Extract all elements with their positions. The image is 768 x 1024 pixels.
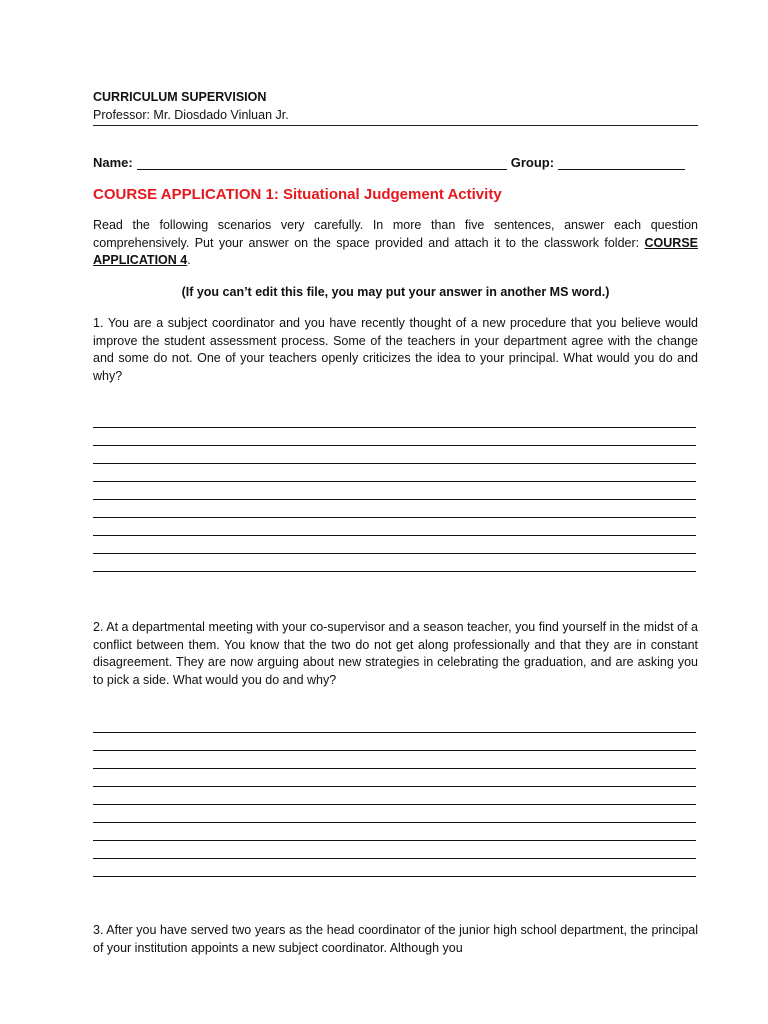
answer-line[interactable] xyxy=(93,733,696,751)
answer-line[interactable] xyxy=(93,464,696,482)
answer-line[interactable] xyxy=(93,769,696,787)
answer-lines-1[interactable] xyxy=(93,410,696,572)
answer-line[interactable] xyxy=(93,446,696,464)
answer-line[interactable] xyxy=(93,751,696,769)
answer-line[interactable] xyxy=(93,518,696,536)
name-field[interactable] xyxy=(137,155,507,170)
answer-line[interactable] xyxy=(93,787,696,805)
activity-title: COURSE APPLICATION 1: Situational Judgement Activity xyxy=(93,186,502,203)
question-1: 1. You are a subject coordinator and you have recently thought of a new procedure that you believe would improve the student assessment process. Some of the teachers in your department agree with the change and some do not. One of your teachers openly criticizes the idea to your principal. What would you do and why? xyxy=(93,316,698,383)
answer-line[interactable] xyxy=(93,554,696,572)
answer-line[interactable] xyxy=(93,823,696,841)
answer-line[interactable] xyxy=(93,715,696,733)
header-divider xyxy=(93,125,698,126)
edit-note: (If you can’t edit this file, you may put your answer in another MS word.) xyxy=(181,285,610,299)
folder-name: COURSE APPLICATION 4 xyxy=(93,235,698,268)
question-2: 2. At a departmental meeting with your co-supervisor and a season teacher, you find yourself in the midst of a conflict between them. You know that the two do not get along professionally and that they are in constant disagreement. They are now arguing about new strategies in celebrating the graduation, and are asking you to pick a side. What would you do and why? xyxy=(93,620,698,687)
answer-line[interactable] xyxy=(93,428,696,446)
professor-line: Professor: Mr. Diosdado Vinluan Jr. xyxy=(93,108,289,122)
answer-line[interactable] xyxy=(93,536,696,554)
instructions-text: Read the following scenarios very carefully. In more than five sentences, answer each question comprehensively. Put your answer on the space provided and attach it to the classwork folder: xyxy=(93,218,698,250)
course-title: CURRICULUM SUPERVISION xyxy=(93,90,267,104)
answer-line[interactable] xyxy=(93,859,696,877)
answer-line[interactable] xyxy=(93,805,696,823)
folder-suffix: . xyxy=(187,253,191,268)
document-header xyxy=(93,88,698,124)
name-group-row xyxy=(93,155,698,170)
group-field[interactable] xyxy=(558,155,685,170)
group-label: Group: xyxy=(510,155,555,170)
instructions-paragraph xyxy=(93,217,698,270)
answer-lines-2[interactable] xyxy=(93,715,696,877)
answer-line[interactable] xyxy=(93,410,696,428)
answer-line[interactable] xyxy=(93,841,696,859)
answer-line[interactable] xyxy=(93,482,696,500)
name-label: Name: xyxy=(93,155,133,170)
question-3: 3. After you have served two years as the head coordinator of the junior high school department, the principal of your institution appoints a new subject coordinator. Although you xyxy=(93,923,698,955)
answer-line[interactable] xyxy=(93,500,696,518)
